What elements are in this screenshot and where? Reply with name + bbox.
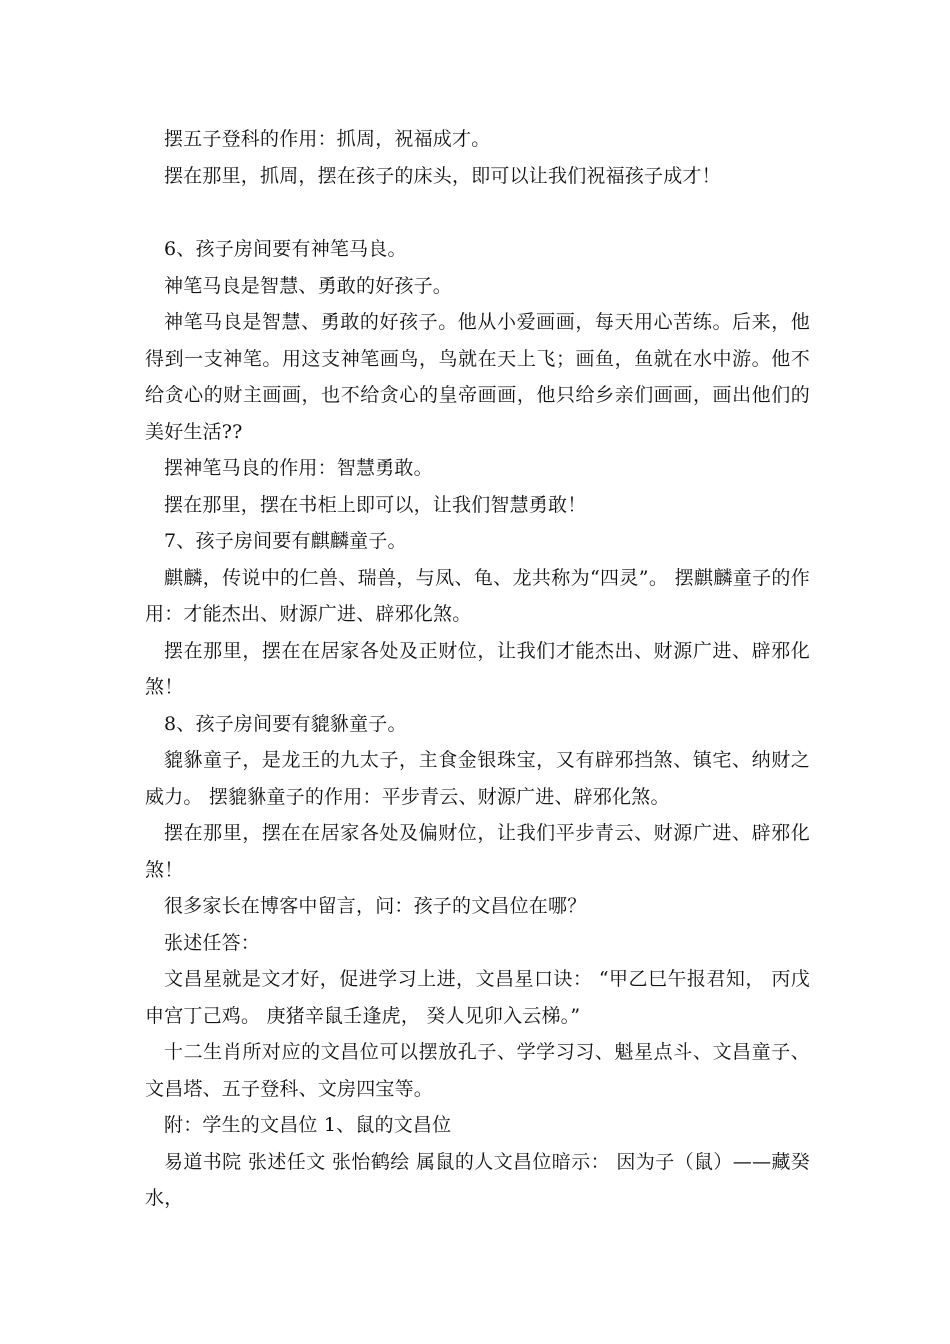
paragraph-answer-label: 张述任答：: [164, 931, 261, 954]
paragraph-wuzi-placement: 摆在那里，抓周，摆在孩子的床头，即可以让我们祝福孩子成才！: [164, 164, 721, 187]
paragraph-pixiu-placement: 摆在那里，摆在在居家各处及偏财位，让我们平步青云、财源广进、辟邪化煞！: [145, 822, 810, 881]
paragraph-pixiu-description: 貔貅童子，是龙王的九太子，主食金银珠宝，又有辟邪挡煞、镇宅、纳财之威力。 摆貔貅童子的作用：平步青云、财源广进、辟邪化煞。: [145, 749, 810, 808]
document-body: [145, 121, 810, 1217]
paragraph-appendix: 附：学生的文昌位 1、鼠的文昌位: [164, 1114, 452, 1136]
paragraph-wuzi-role: 摆五子登科的作用：抓周，祝福成才。: [164, 128, 491, 150]
paragraph-qilin-description: 麒麟，传说中的仁兽、瑞兽，与凤、龟、龙共称为“四灵”。 摆麒麟童子的作用：才能杰出、财源广进、辟邪化煞。: [145, 566, 810, 625]
heading-item-7: 7、孩子房间要有麒麟童子。: [164, 530, 407, 552]
paragraph-shenbi-role: 摆神笔马良的作用：智慧勇敢。: [164, 457, 433, 479]
paragraph-parents-question: 很多家长在博客中留言，问：孩子的文昌位在哪？: [164, 895, 587, 917]
paragraph-qilin-placement: 摆在那里，摆在在居家各处及正财位，让我们才能杰出、财源广进、辟邪化煞！: [145, 639, 810, 698]
paragraph-rat-wenchang: 易道书院 张述任文 张怡鹤绘 属鼠的人文昌位暗示： 因为子（鼠）——藏癸水，: [145, 1150, 810, 1209]
blank-line: [145, 194, 810, 231]
paragraph-wenchang-formula: 文昌星就是文才好，促进学习上进，文昌星口诀： “甲乙巳午报君知， 丙戊申宫丁己鸡。 庚猪辛鼠壬逢虎， 癸人见卯入云梯。”: [145, 968, 810, 1027]
paragraph-shenbi-story: 神笔马良是智慧、勇敢的好孩子。他从小爱画画，每天用心苦练。后来，他得到一支神笔。用这支神笔画鸟，鸟就在天上飞；画鱼，鱼就在水中游。他不给贪心的财主画画，也不给贪心的皇帝画画，他只给乡亲们画画，画出他们的美好生活??: [145, 311, 810, 443]
paragraph-shenbi-summary: 神笔马良是智慧、勇敢的好孩子。: [164, 274, 453, 297]
paragraph-zodiac-items: 十二生肖所对应的文昌位可以摆放孔子、学学习习、魁星点斗、文昌童子、文昌塔、五子登科、文房四宝等。: [145, 1041, 810, 1100]
heading-item-6: 6、孩子房间要有神笔马良。: [164, 238, 407, 260]
paragraph-shenbi-placement: 摆在那里，摆在书柜上即可以，让我们智慧勇敢！: [164, 493, 587, 516]
heading-item-8: 8、孩子房间要有貔貅童子。: [164, 712, 407, 735]
